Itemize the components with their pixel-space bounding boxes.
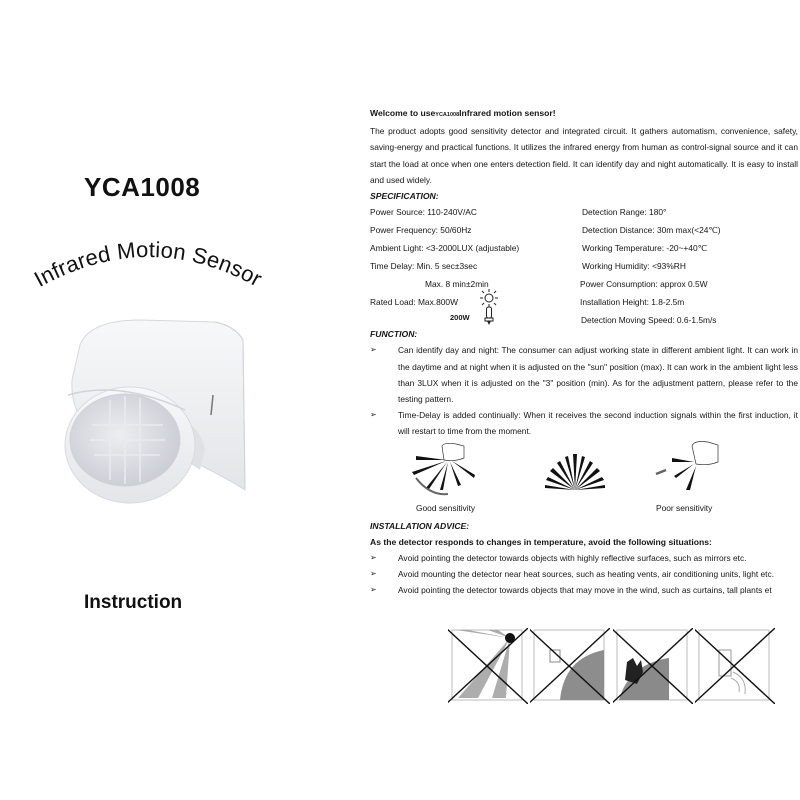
- function-item: ➢ Can identify day and night: The consumer can adjust working state in different ambient light. It can work in the daytime and at night when it is adjusted on the "sun" position (max). It can work in the ambient light less than 3LUX when it is adjusted on the "3" position (min). As for the adjustment pattern, please refer to the testing pattern.: [370, 342, 798, 407]
- spec-time-delay-max: Max. 8 min±2min: [425, 279, 489, 290]
- detection-pattern-icon: [545, 454, 605, 490]
- bullet-arrow-icon: ➢: [370, 569, 377, 579]
- poor-sensitivity-diagram: [652, 440, 722, 498]
- avoid-situations-illustrations: [448, 628, 788, 708]
- bullet-arrow-icon: ➢: [370, 410, 377, 420]
- sensitivity-diagrams: [370, 440, 798, 518]
- welcome-heading: Welcome to useYCA1008Infrared motion sensor!: [370, 108, 556, 118]
- model-number: YCA1008: [84, 172, 201, 202]
- good-sensitivity-diagram: [410, 442, 480, 498]
- svg-text:Infrared Motion Sensor: [30, 237, 266, 292]
- installation-item: ➢ Avoid pointing the detector towards objects that may move in the wind, such as curtains, tall plants et: [370, 582, 798, 598]
- bullet-arrow-icon: ➢: [370, 585, 377, 595]
- specification-table: [370, 204, 798, 326]
- product-subtitle-arc: [0, 215, 300, 305]
- spec-rated-load: Rated Load: Max.800W: [370, 297, 458, 308]
- subtitle-text: Infrared Motion Sensor: [29, 236, 267, 292]
- installation-intro: As the detector responds to changes in temperature, avoid the following situations:: [370, 536, 712, 547]
- instruction-sheet: [370, 105, 798, 599]
- spec-installation-height: Installation Height: 1.8-2.5m: [580, 297, 685, 308]
- spec-time-delay-min: Time Delay: Min. 5 sec±3sec: [370, 261, 478, 272]
- function-item: ➢ Time-Delay is added continually: When it receives the second induction signals within the first induction, it will restart to time from the moment.: [370, 407, 798, 439]
- spec-working-humidity: Working Humidity: <93%RH: [582, 261, 686, 272]
- function-heading: FUNCTION:: [370, 329, 418, 340]
- avoid-sunlight-illustration: [448, 628, 528, 704]
- instruction-label: Instruction: [84, 592, 183, 613]
- lamp-icon: [480, 289, 498, 307]
- motion-sensor-product-image: [30, 300, 290, 520]
- specification-heading: SPECIFICATION:: [370, 191, 439, 202]
- spec-power-consumption: Power Consumption: approx 0.5W: [580, 279, 708, 290]
- spec-rated-load-cfl: 200W: [450, 313, 470, 323]
- bullet-arrow-icon: ➢: [370, 345, 377, 355]
- installation-heading: INSTALLATION ADVICE:: [370, 520, 470, 531]
- spec-power-source: Power Source: 110-240V/AC: [370, 207, 477, 218]
- avoid-heat-source-illustration: [530, 628, 610, 704]
- spec-detection-distance: Detection Distance: 30m max(<24℃): [582, 225, 721, 236]
- good-sensitivity-label: Good sensitivity: [416, 502, 476, 513]
- spec-power-frequency: Power Frequency: 50/60Hz: [370, 225, 472, 236]
- avoid-plants-illustration: [613, 628, 693, 704]
- spec-working-temperature: Working Temperature: -20~+40℃: [582, 243, 708, 254]
- spec-detection-speed: Detection Moving Speed: 0.6-1.5m/s: [581, 315, 717, 326]
- installation-item: ➢ Avoid mounting the detector near heat sources, such as heating vents, air conditioning units, light etc.: [370, 566, 798, 582]
- avoid-air-vent-illustration: [695, 628, 775, 704]
- installation-item: ➢ Avoid pointing the detector towards objects with highly reflective surfaces, such as mirrors etc.: [370, 550, 798, 566]
- fluorescent-lamp-icon: [484, 306, 494, 326]
- bullet-arrow-icon: ➢: [370, 553, 377, 563]
- intro-paragraph: The product adopts good sensitivity detector and integrated circuit. It gathers automatism, convenience, safety, saving-energy and practical functions. It utilizes the infrared energy from human as control-signal source and it can start the load at once when one enters detection field. It can identify day and night automatically. It is easy to install and used widely.: [370, 126, 798, 185]
- spec-detection-range: Detection Range: 180°: [582, 207, 667, 218]
- cover-panel: [0, 0, 345, 800]
- poor-sensitivity-label: Poor sensitivity: [656, 502, 713, 513]
- spec-ambient-light: Ambient Light: <3-2000LUX (adjustable): [370, 243, 520, 254]
